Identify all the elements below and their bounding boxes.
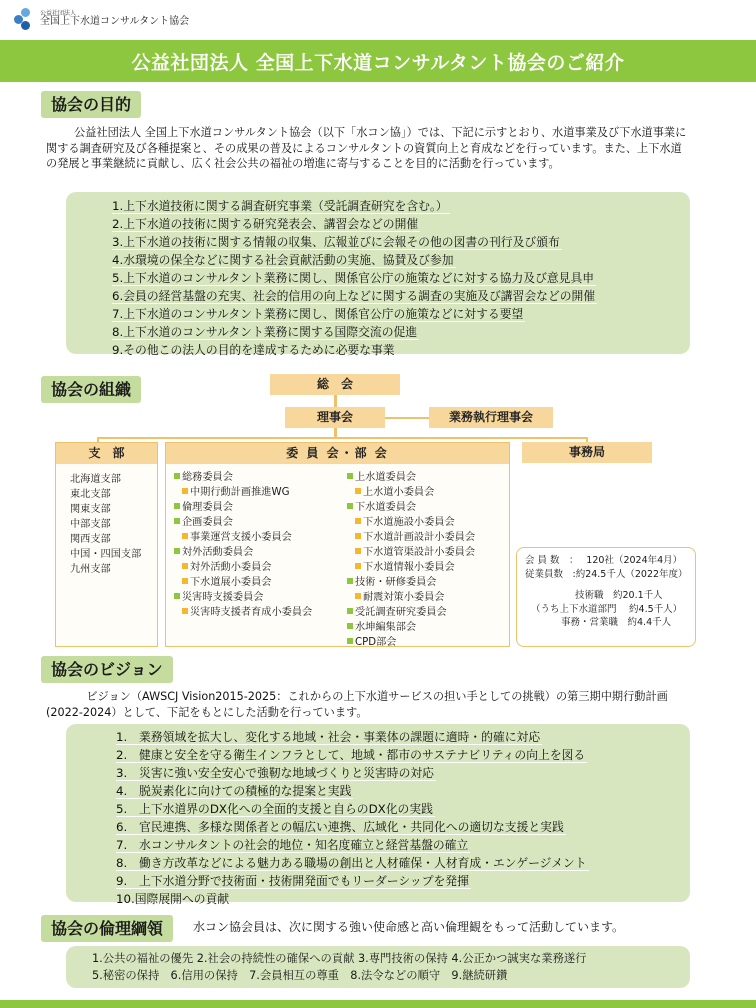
connector-line — [334, 395, 337, 407]
bullet-square-icon — [182, 533, 188, 539]
subcommittee-item: 上水道小委員会 — [347, 485, 475, 500]
stat-tech: 技術職 約20.1千人 — [575, 590, 663, 601]
bullet-square-icon — [174, 473, 180, 479]
committee-item: 災害時支援委員会 — [174, 590, 312, 605]
subcommittee-item: 災害時支援者育成小委員会 — [174, 605, 312, 620]
stat-employees: 従業員数 :約24.5千人（2022年度） — [525, 568, 688, 580]
bullet-square-icon — [174, 593, 180, 599]
purpose-item-text: 8.上下水道のコンサルタント業務に関する国際交流の促進 — [112, 325, 418, 339]
purpose-item-text: 1.上下水道技術に関する調査研究事業（受託調査研究を含む。） — [112, 199, 448, 213]
ethics-line-2: 5.秘密の保持 6.信用の保持 7.会員相互の尊重 8.法令などの順守 9.継続研鑽 — [92, 969, 508, 982]
vision-item — [116, 818, 690, 836]
vision-item-text: 10.国際展開への貢献 — [116, 892, 230, 906]
bullet-square-icon — [174, 518, 180, 524]
stat-office: 事務・営業職 約4.4千人 — [561, 617, 672, 628]
subcommittee-item: 下水道情報小委員会 — [347, 560, 475, 575]
vision-list-box — [66, 724, 690, 906]
connector-line — [385, 417, 429, 419]
vision-item-text: 3. 災害に強い安全安心で強靭な地域づくりと災害時の対応 — [116, 766, 434, 780]
committee-item: 下水道委員会 — [347, 500, 475, 515]
logo-name: 全国上下水道コンサルタント協会 — [40, 15, 190, 27]
executive-board-box: 業務執行理事会 — [429, 407, 553, 428]
ethics-box — [66, 946, 690, 988]
vision-item-text: 6. 官民連携、多様な関係者との幅広い連携、広域化・共同化への適切な支援と実践 — [116, 820, 564, 834]
purpose-item-text: 3.上下水道の技術に関する情報の収集、広報並びに会報その他の図書の刊行及び頒布 — [112, 235, 560, 249]
branch-item: 中国・四国支部 — [70, 549, 142, 560]
branch-item: 東北支部 — [70, 489, 111, 500]
vision-item — [116, 854, 690, 872]
branch-item: 関東支部 — [70, 504, 111, 515]
secretariat-box: 事務局 — [522, 442, 652, 463]
bullet-square-icon — [182, 488, 188, 494]
member-stats-box — [516, 547, 696, 647]
subcommittee-item: 対外活動小委員会 — [174, 560, 312, 575]
committee-panel — [165, 442, 510, 647]
purpose-item-text: 2.上下水道の技術に関する研究発表会、講習会などの開催 — [112, 217, 419, 231]
bullet-square-icon — [347, 503, 353, 509]
bullet-square-icon — [182, 608, 188, 614]
purpose-item — [112, 197, 690, 215]
vision-intro: ビジョン（AWSCJ Vision2015-2025：これからの上下水道サービスの担い手としての挑戦）の第三期中期行動計画(2022-2024）として、下記をもとにした活動を行っています。 — [46, 690, 668, 719]
page-title: 公益社団法人 全国上下水道コンサルタント協会のご紹介 — [131, 51, 625, 74]
vision-item — [116, 782, 690, 800]
purpose-list — [112, 197, 690, 359]
committee-item: 倫理委員会 — [174, 500, 312, 515]
footer-bar — [0, 1000, 756, 1008]
vision-item — [116, 764, 690, 782]
purpose-item — [112, 323, 690, 341]
vision-item-text: 5. 上下水道界のDX化への全面的支援と自らのDX化の実践 — [116, 802, 433, 816]
general-meeting-box: 総 会 — [270, 374, 400, 395]
branch-item: 中部支部 — [70, 519, 111, 530]
vision-list — [116, 728, 690, 908]
committee-item: 総務委員会 — [174, 470, 312, 485]
subcommittee-item: 下水道計画設計小委員会 — [347, 530, 475, 545]
subcommittee-item: 下水道展小委員会 — [174, 575, 312, 590]
bullet-square-icon — [347, 623, 353, 629]
purpose-item — [112, 251, 690, 269]
bullet-square-icon — [174, 548, 180, 554]
committee-item: CPD部会 — [347, 635, 475, 650]
logo-small-text: 公益社団法人 — [40, 9, 77, 17]
bullet-square-icon — [182, 563, 188, 569]
branch-list — [56, 464, 157, 577]
subcommittee-item: 耐震対策小委員会 — [347, 590, 475, 605]
vision-item — [116, 746, 690, 764]
committee-item: 上水道委員会 — [347, 470, 475, 485]
title-bar — [0, 40, 756, 82]
subcommittee-item: 事業運営支援小委員会 — [174, 530, 312, 545]
vision-item — [116, 872, 690, 890]
purpose-item — [112, 341, 690, 359]
bullet-square-icon — [347, 473, 353, 479]
subcommittee-item: 下水道管渠設計小委員会 — [347, 545, 475, 560]
vision-item — [116, 800, 690, 818]
branch-panel — [55, 442, 158, 647]
vision-item — [116, 836, 690, 854]
bullet-square-icon — [347, 638, 353, 644]
logo[interactable] — [14, 8, 189, 30]
subcommittee-item: 下水道施設小委員会 — [347, 515, 475, 530]
purpose-item-text: 4.水環境の保全などに関する社会貢献活動の実施、協賛及び参加 — [112, 253, 454, 267]
vision-item-text: 8. 働き方改革などによる魅力ある職場の創出と人材確保・人材育成・エンゲージメント — [116, 856, 587, 870]
purpose-list-box — [66, 192, 690, 357]
purpose-item-text: 5.上下水道のコンサルタント業務に関し、関係官公庁の施策などに対する協力及び意見具申 — [112, 271, 595, 285]
vision-item-text: 4. 脱炭素化に向けての積極的な提案と実践 — [116, 784, 352, 798]
vision-item-text: 2. 健康と安全を守る衛生インフラとして、地域・都市のサステナビリティの向上を図る — [116, 748, 586, 762]
committee-item: 受託調査研究委員会 — [347, 605, 475, 620]
branch-title: 支 部 — [56, 443, 157, 464]
bullet-square-icon — [355, 533, 361, 539]
branch-item: 北海道支部 — [70, 474, 121, 485]
committee-item: 対外活動委員会 — [174, 545, 312, 560]
logo-icon — [14, 8, 36, 30]
stat-members: 会 員 数 ： 120社（2024年4月） — [525, 555, 683, 566]
bullet-square-icon — [355, 548, 361, 554]
committee-list-left — [174, 470, 312, 620]
section-label-purpose: 協会の目的 — [41, 91, 141, 118]
vision-item-text: 9. 上下水道分野で技術面・技術開発面でもリーダーシップを発揮 — [116, 874, 469, 888]
board-box: 理事会 — [285, 407, 385, 428]
committee-title: 委 員 会・部 会 — [166, 443, 509, 464]
bullet-square-icon — [355, 518, 361, 524]
purpose-item — [112, 305, 690, 323]
bullet-square-icon — [347, 578, 353, 584]
ethics-intro: 水コン協会員は、次に関する強い使命感と高い倫理観をもって活動しています。 — [193, 920, 625, 934]
bullet-square-icon — [182, 578, 188, 584]
purpose-item — [112, 269, 690, 287]
bullet-square-icon — [174, 503, 180, 509]
vision-item — [116, 728, 690, 746]
bullet-square-icon — [355, 563, 361, 569]
purpose-item-text: 9.その他この法人の目的を達成するために必要な事業 — [112, 343, 395, 357]
stat-tech-water: （うち上下水道部門 約4.5千人） — [531, 603, 683, 615]
bullet-square-icon — [347, 608, 353, 614]
committee-item: 技術・研修委員会 — [347, 575, 475, 590]
purpose-item — [112, 287, 690, 305]
purpose-item-text: 7.上下水道のコンサルタント業務に関し、関係官公庁の施策などに対する要望 — [112, 307, 524, 321]
ethics-line-1: 1.公共の福祉の優先 2.社会の持続性の確保への貢献 3.専門技術の保持 4.公正かつ誠実な業務遂行 — [92, 952, 587, 965]
vision-item — [116, 890, 690, 908]
bullet-square-icon — [355, 488, 361, 494]
committee-item: 企画委員会 — [174, 515, 312, 530]
branch-item: 関西支部 — [70, 534, 111, 545]
connector-line — [97, 437, 587, 439]
vision-item-text: 1. 業務領域を拡大し、変化する地域・社会・事業体の課題に適時・的確に対応 — [116, 730, 541, 744]
bullet-square-icon — [355, 593, 361, 599]
committee-list-right — [347, 470, 475, 650]
vision-item-text: 7. 水コンサルタントの社会的地位・知名度確立と経営基盤の確立 — [116, 838, 469, 852]
purpose-item — [112, 215, 690, 233]
purpose-item — [112, 233, 690, 251]
section-label-ethics: 協会の倫理綱領 — [41, 915, 173, 942]
branch-item: 九州支部 — [70, 564, 111, 575]
section-label-vision: 協会のビジョン — [41, 656, 173, 683]
purpose-intro: 公益社団法人 全国上下水道コンサルタント協会（以下「水コン協」）では、下記に示すとおり、水道事業及び下水道事業に関する調査研究及び各種提案と、その成果の普及によるコンサルタントの資質向上と育成などを行っています。また、上下水道の発展と事業継続に貢献し、広く社会公共の福祉の増進に寄与することを目的に活動を行っています。 — [46, 126, 687, 170]
purpose-item-text: 6.会員の経営基盤の充実、社会的信用の向上などに関する調査の実施及び講習会などの開催 — [112, 289, 596, 303]
committee-item: 水坤編集部会 — [347, 620, 475, 635]
section-label-organization: 協会の組織 — [41, 376, 141, 403]
subcommittee-item: 中期行動計画推進WG — [174, 485, 312, 500]
